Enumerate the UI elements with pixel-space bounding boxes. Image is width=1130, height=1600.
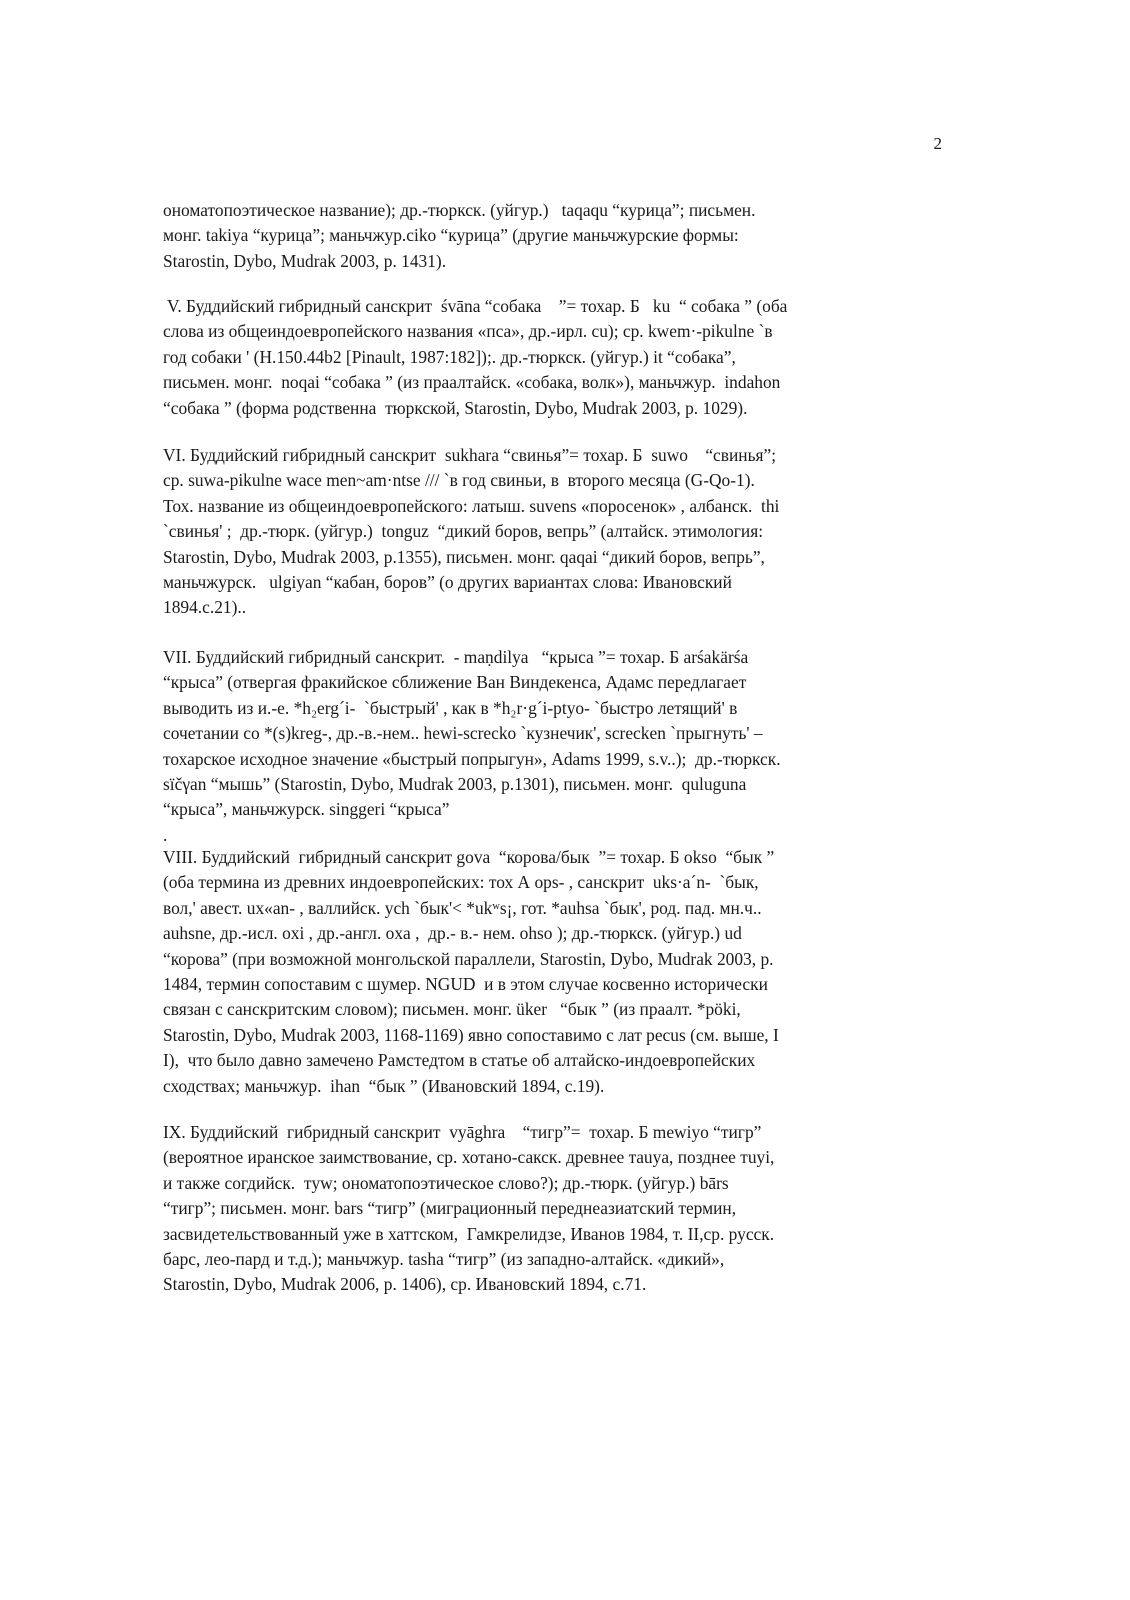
text-line: 1484, термин сопоставим с шумер. NGUD и в этом случае косвенно исторически bbox=[163, 974, 768, 995]
text-line: монг. takiya “курица”; маньчжур.ciko “курица” (другие маньчжурские формы: bbox=[163, 225, 739, 246]
text-line: `свинья' ; др.-тюрк. (уйгур.) tonguz “дикий боров, вепрь” (алтайск. этимология: bbox=[163, 521, 764, 542]
text-line: барс, лео-пард и т.д.); маньчжур. tasha “тигр” (из западно-алтайск. «дикий», bbox=[163, 1249, 725, 1270]
text-line: Starostin, Dybo, Mudrak 2003, p. 1431). bbox=[163, 250, 447, 271]
text-line: (оба термина из древних индоевропейских: тох А ops- , санскрит uks·a´n- `бык, bbox=[163, 872, 759, 893]
page-number: 2 bbox=[933, 134, 942, 153]
text-line: V. Буддийский гибридный санскрит śvāna “собака ”= тохар. Б ku “ собака ” (оба bbox=[163, 296, 788, 316]
text-line: Starostin, Dybo, Mudrak 2006, p. 1406), ср. Ивановский 1894, с.71. bbox=[163, 1274, 647, 1295]
text-line: IX. Буддийский гибридный санскрит vyāghra “тигр”= тохар. Б mewiyo “тигр” bbox=[163, 1122, 762, 1142]
text-line: “корова” (при возможной монгольской параллели, Starostin, Dybo, Mudrak 2003, p. bbox=[163, 948, 774, 969]
text-line: вол,' авест. ux«an- , валлийск. ych `бык'< *ukʷs¡, гот. *auhsa `бык', род. пад. мн.ч.. bbox=[163, 897, 762, 918]
text-line: Starostin, Dybo, Mudrak 2003, p.1355), письмен. монг. qaqai “дикий боров, вепрь”, bbox=[163, 546, 765, 567]
text-line: маньчжурск. ulgiyan “кабан, боров” (о других вариантах слова: Ивановский bbox=[163, 572, 732, 593]
paragraph-ix bbox=[163, 1120, 963, 1298]
text-line: 1894.c.21).. bbox=[163, 597, 247, 618]
paragraph-continuation bbox=[163, 198, 963, 274]
text-line: sïčγan “мышь” (Starostin, Dybo, Mudrak 2003, p.1301), письмен. монг. quluguna bbox=[163, 774, 747, 795]
paragraph-v bbox=[163, 294, 963, 421]
text-line: (вероятное иранское заимствование, ср. хотано-сакск. древнее тauya, позднее тuyi, bbox=[163, 1147, 775, 1168]
paragraph-vii bbox=[163, 645, 963, 848]
text-line: ономатопоэтическое название); др.-тюркск. (уйгур.) taqaqu “курица”; письмен. bbox=[163, 200, 756, 220]
paragraph-viii bbox=[163, 845, 963, 1099]
text-line: слова из общеиндоевропейского названия «пса», др.-ирл. cu); ср. kwem·-pikulne `в bbox=[163, 321, 773, 342]
text-line: VIII. Буддийский гибридный санскрит gova “корова/бык ”= тохар. Б okso “бык ” bbox=[163, 847, 775, 867]
text-line: ср. suwa-pikulne wace men~am·ntse /// `в год свиньи, в второго месяца (G-Qo-1). bbox=[163, 470, 755, 491]
text-line: auhsne, др.-исл. oxi , др.-англ. oxa , др.- в.- нем. ohso ); др.-тюркск. (уйгур.) ud bbox=[163, 923, 742, 944]
text-line: Тох. название из общеиндоевропейского: латыш. suvens «поросенок» , албанск. thi bbox=[163, 495, 780, 516]
text-line: . bbox=[163, 824, 168, 845]
text-line: сочетании со *(s)kreg-, др.-в.-нем.. hewi-screcko `кузнечик', screcken `прыгнуть' – bbox=[163, 723, 763, 744]
text-line: письмен. монг. noqai “собака ” (из праалтайск. «собака, волк»), маньчжур. indahon bbox=[163, 372, 781, 393]
text-line: связан с санскритским словом); письмен. монг. üker “бык ” (из праалт. *pöki, bbox=[163, 999, 741, 1020]
text-line: и также согдийск. тyw; ономатопоэтическое слово?); др.-тюрк. (уйгур.) bārs bbox=[163, 1172, 729, 1193]
text-line: засвидетельствованный уже в хаттском, Гамкрелидзе, Иванов 1984, т. II,ср. русск. bbox=[163, 1223, 775, 1244]
text-line: сходствах; маньчжур. ihan “бык ” (Ивановский 1894, с.19). bbox=[163, 1075, 605, 1096]
text-line: VI. Буддийский гибридный санскрит sukhara “свинья”= тохар. Б suwo “свинья”; bbox=[163, 445, 777, 465]
text-line: “крыса”, маньчжурск. singgeri “крыса” bbox=[163, 799, 450, 820]
text-line: I), что было давно замечено Рамстедтом в статье об алтайско-индоевропейских bbox=[163, 1050, 756, 1071]
text-line: “крыса” (отвергая фракийское сближение Ван Виндекенса, Адамс передлагает bbox=[163, 672, 747, 693]
paragraph-vi bbox=[163, 443, 963, 621]
text-line: год собаки ' (H.150.44b2 [Pinault, 1987:182]);. др.-тюркск. (уйгур.) it “собака”, bbox=[163, 346, 736, 367]
text-line: Starostin, Dybo, Mudrak 2003, 1168-1169) явно сопоставимо с лат pecus (см. выше, I bbox=[163, 1024, 779, 1045]
text-line: “тигр”; письмен. монг. bars “тигр” (миграционный переднеазиатский термин, bbox=[163, 1198, 737, 1219]
text-line: тохарское исходное значение «быстрый попрыгун», Adams 1999, s.v..); др.-тюркск. bbox=[163, 748, 781, 769]
text-line: выводить из и.-е. *h₂erg´i- `быстрый' , как в *h₂r·g´i-ptyo- `быстро летящий' в bbox=[163, 697, 738, 718]
text-line: VII. Буддийский гибридный санскрит. - maṇdilya “крыса ”= тохар. Б arśakärśa bbox=[163, 647, 749, 667]
text-line: “собака ” (форма родственна тюркской, Starostin, Dybo, Mudrak 2003, p. 1029). bbox=[163, 397, 748, 418]
